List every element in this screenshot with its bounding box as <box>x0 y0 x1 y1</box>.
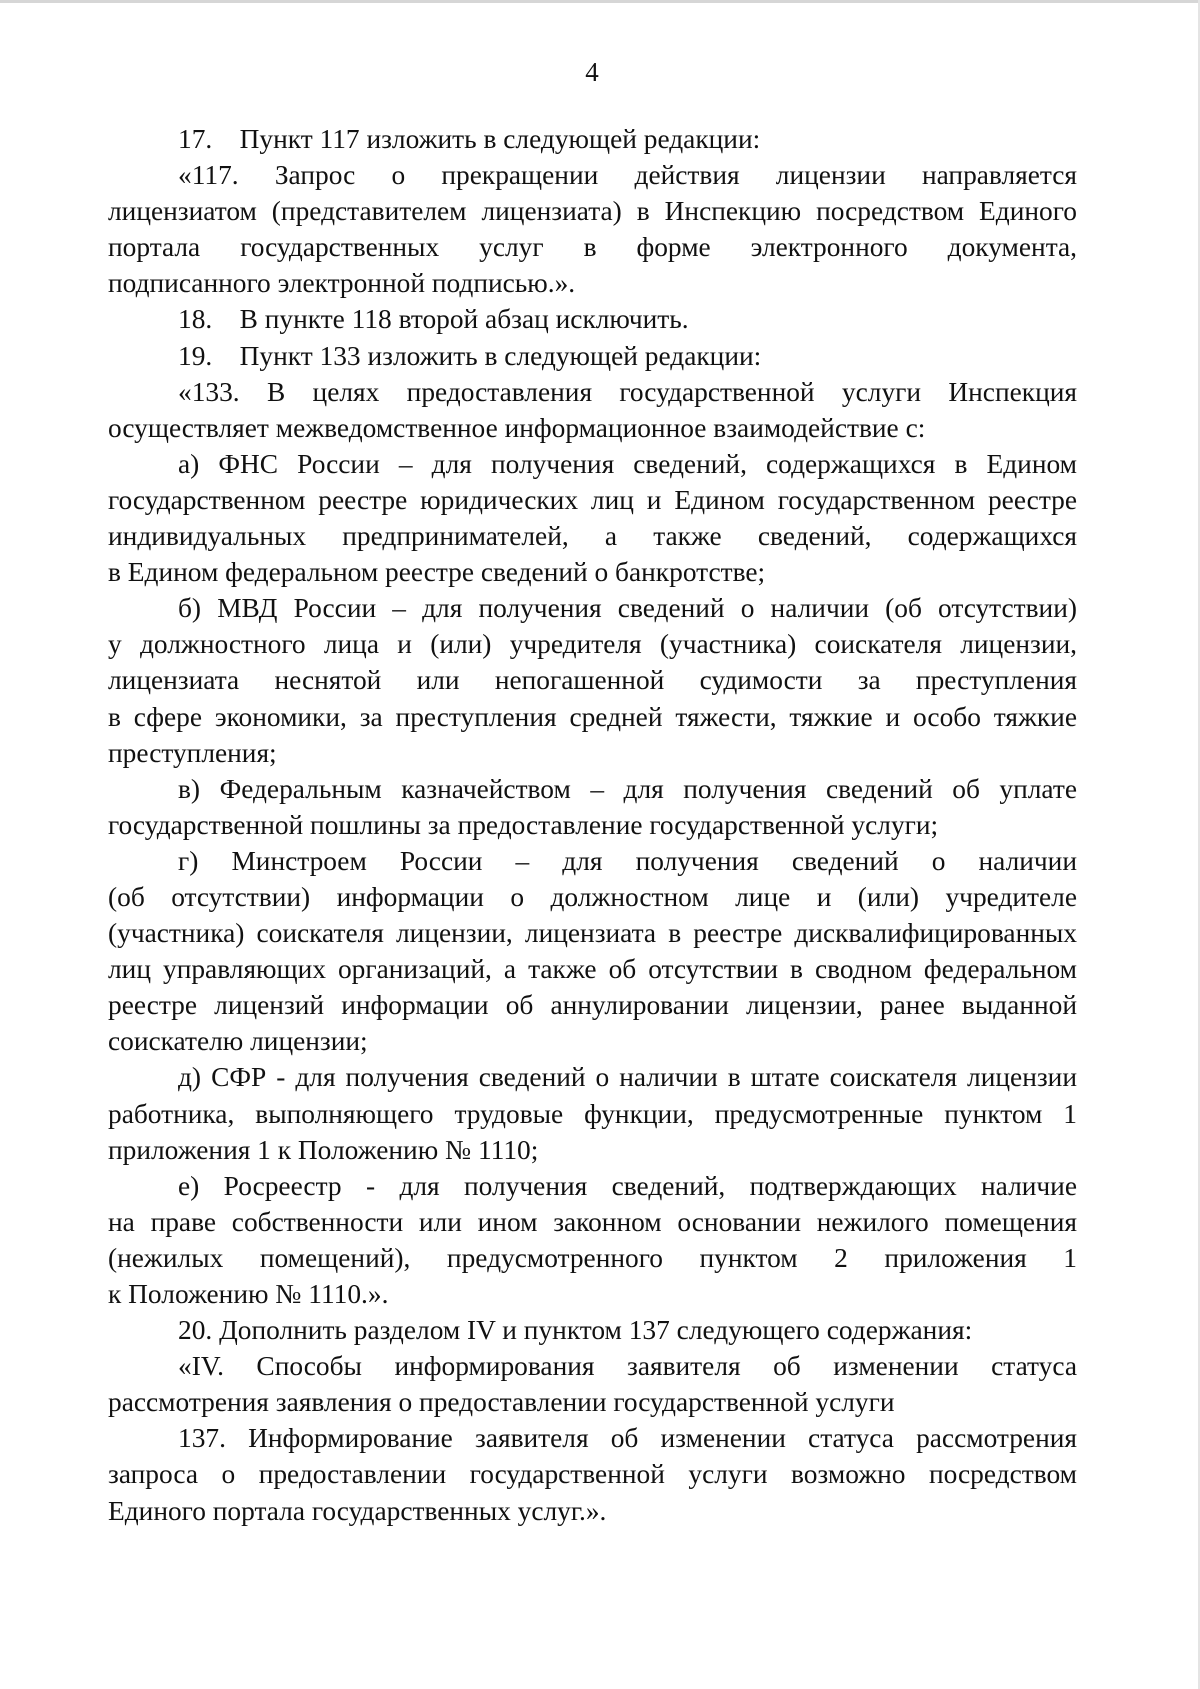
text-line: государственном реестре юридических лиц и Едином государственном реестре <box>108 484 1077 515</box>
text-line: лицензиата неснятой или непогашенной судимости за преступления <box>108 665 1077 696</box>
text-line: запроса о предоставлении государственной услуги возможно посредством <box>108 1459 1077 1490</box>
text-line: к Положению № 1110.». <box>108 1279 389 1309</box>
text-line: г) Минстроем России – для получения сведений о наличии <box>178 845 1077 876</box>
text-line: на праве собственности или ином законном основании нежилого помещения <box>108 1206 1077 1237</box>
text-line: в Едином федеральном реестре сведений о банкротстве; <box>108 557 766 588</box>
text-line: «133. В целях предоставления государственной услуги Инспекция <box>178 376 1077 407</box>
text-line: «117. Запрос о прекращении действия лицензии направляется <box>178 160 1077 191</box>
text-line: индивидуальных предпринимателей, а также сведений, содержащихся <box>108 521 1077 552</box>
text-line: в сфере экономики, за преступления средней тяжести, тяжкие и особо тяжкие <box>108 701 1077 732</box>
text-line: подписанного электронной подписью.». <box>108 268 576 299</box>
text-line: б) МВД России – для получения сведений о наличии (об отсутствии) <box>178 593 1077 624</box>
text-line: государственной пошлины за предоставление государственной услуги; <box>108 809 939 840</box>
text-line: е) Росреестр - для получения сведений, подтверждающих наличие <box>178 1170 1077 1201</box>
text-line: 137. Информирование заявителя об изменении статуса рассмотрения <box>178 1423 1077 1454</box>
text-line: (об отсутствии) информации о должностном лице и (или) учредителе <box>108 881 1077 912</box>
text-line: в) Федеральным казначейством – для получения сведений об уплате <box>178 773 1077 804</box>
text-line: лиц управляющих организаций, а также об отсутствии в сводном федеральном <box>108 954 1077 985</box>
document-body <box>108 121 1077 1529</box>
page-number: 4 <box>585 57 599 87</box>
text-line: осуществляет межведомственное информационное взаимодействие с: <box>108 412 926 443</box>
text-line: у должностного лица и (или) учредителя (участника) соискателя лицензии, <box>108 629 1077 660</box>
text-line: (участника) соискателя лицензии, лицензиата в реестре дисквалифицированных <box>108 918 1077 949</box>
text-line: рассмотрения заявления о предоставлении государственной услуги <box>108 1387 895 1418</box>
text-line: «IV. Способы информирования заявителя об изменении статуса <box>178 1351 1077 1382</box>
text-line: 20. Дополнить разделом IV и пунктом 137 следующего содержания: <box>178 1315 973 1346</box>
text-line: 17. Пункт 117 изложить в следующей редакции: <box>178 124 761 154</box>
text-line: работника, выполняющего трудовые функции, предусмотренные пунктом 1 <box>108 1098 1077 1129</box>
text-line: (нежилых помещений), предусмотренного пунктом 2 приложения 1 <box>108 1242 1077 1273</box>
text-line: а) ФНС России – для получения сведений, содержащихся в Едином <box>178 448 1077 479</box>
text-line: 18. В пункте 118 второй абзац исключить. <box>178 304 689 335</box>
text-line: преступления; <box>108 737 277 768</box>
text-line: д) СФР - для получения сведений о наличии в штате соискателя лицензии <box>178 1062 1077 1093</box>
text-line: лицензиатом (представителем лицензиата) в Инспекцию посредством Единого <box>108 196 1077 227</box>
text-line: соискателю лицензии; <box>108 1026 368 1057</box>
text-line: портала государственных услуг в форме электронного документа, <box>108 232 1077 263</box>
text-line: 19. Пункт 133 изложить в следующей редакции: <box>178 340 762 371</box>
text-line: Единого портала государственных услуг.». <box>108 1495 607 1526</box>
text-line: приложения 1 к Положению № 1110; <box>108 1134 539 1165</box>
text-line: реестре лицензий информации об аннулировании лицензии, ранее выданной <box>108 990 1077 1021</box>
scan-edge-top <box>0 0 1200 3</box>
